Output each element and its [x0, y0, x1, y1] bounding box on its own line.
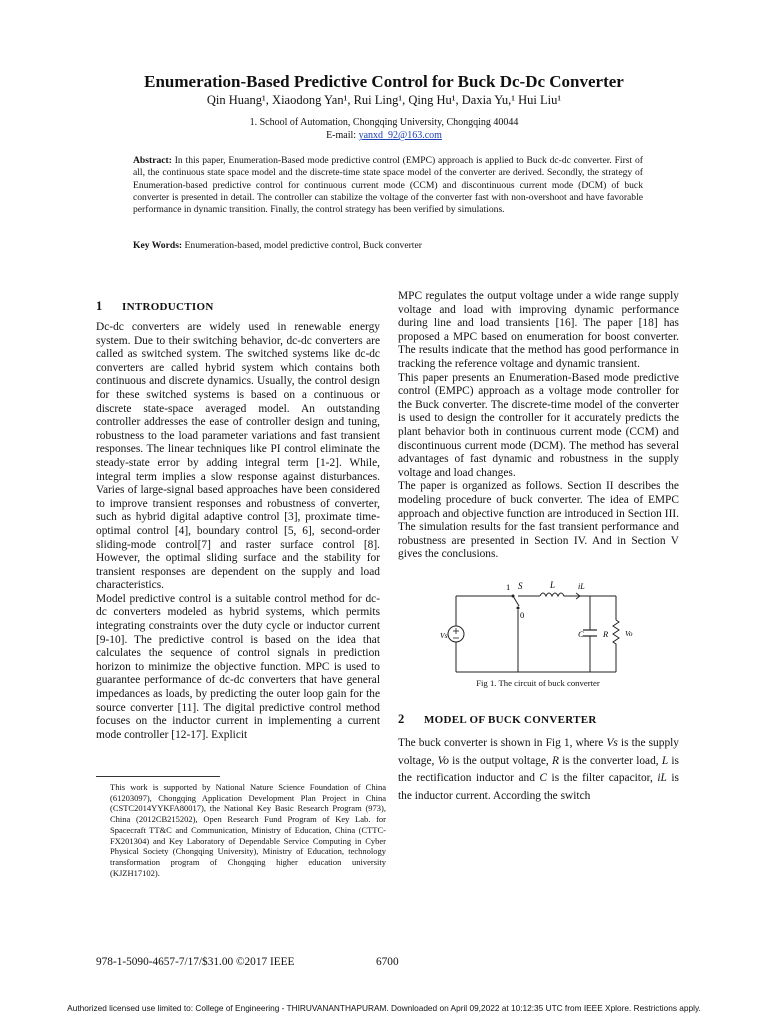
keywords-text: Enumeration-based, model predictive control, Buck converter	[184, 240, 422, 251]
text-run: is the supply voltage,	[398, 737, 680, 767]
abstract	[133, 155, 643, 216]
section-number: 1	[96, 299, 103, 313]
section-heading-model	[398, 711, 597, 728]
switch-label: S	[518, 581, 523, 591]
email-label: E-mail:	[326, 130, 359, 141]
symbol-il: iL	[657, 772, 667, 784]
capacitor-label: C	[578, 629, 584, 639]
abstract-label: Abstract:	[133, 155, 172, 166]
switch-terminal-0-label: 0	[520, 610, 525, 620]
resistor-label: R	[603, 629, 609, 639]
left-column	[96, 321, 380, 742]
buck-converter-circuit-diagram	[440, 580, 660, 676]
symbol-r: R	[551, 754, 559, 767]
keywords	[133, 240, 643, 252]
affiliation: 1. School of Automation, Chongqing University, Chongqing 40044	[249, 117, 519, 128]
resistor-icon	[613, 620, 619, 648]
author-list: Qin Huang¹, Xiaodong Yan¹, Rui Ling¹, Qing Hu¹, Daxia Yu,¹ Hui Liu¹	[206, 93, 562, 107]
inductor-icon	[540, 593, 566, 596]
output-voltage-label: Vo	[625, 629, 633, 638]
isbn-copyright: 978-1-5090-4657-7/17/$31.00 ©2017 IEEE	[96, 956, 295, 968]
figure-caption: Fig 1. The circuit of buck converter	[476, 678, 600, 688]
paragraph: Model predictive control is a suitable control method for dc-dc converters modeled as hybrid systems, which permits integrating constraints over the duty cycle or inductor current [9-10]. The predictive control is based on the idea that calculates the sequence of control signals in prediction horizon to minimize the objective function. MPC is used to guarantee performance of dc-dc converters that have general impedances as loads, by predicting the outer loop gain for the source converter [11]. The digital predictive control method focuses on the inductor current in implementing a current mode controller [12-17]. Explicit	[96, 592, 380, 741]
switch-terminal-1-label: 1	[506, 582, 511, 592]
paper-title: Enumeration-Based Predictive Control for Buck Dc-Dc Converter	[144, 72, 624, 91]
model-paragraph	[398, 735, 679, 805]
paragraph: Dc-dc converters are widely used in renewable energy system. Due to their switching behavior, dc-dc converters are called as switched system. The switched systems like dc-dc converters are called hybrid system which contains both continuous and discrete dynamics. Usually, the control design for these switched systems is based on a continuous or discrete state-space averaged model. An outstanding controller addresses the ease of controller design and tuning, robustness to the load parameter variations and fast transient responses. The linear techniques like PI control eliminate the steady-state error by adding integral term [1-2]. While, integral term implies a slow response against disturbances. Varies of large-signal based approaches have been considered to improve transient responses and robustness of converter, such as hybrid digital adaptive control [3], proximate time-optimal control [4], boundary control [5, 6], second-order sliding-mode control[7] and raster surface control [8]. However, the optimal sliding surface and the stability for transient responses are dependent on the supply and load characteristics.	[96, 321, 380, 592]
page-number: 6700	[376, 956, 399, 968]
section-number: 2	[398, 712, 405, 726]
text-run: The buck converter is shown in Fig 1, where	[398, 737, 607, 749]
symbol-vs: Vs	[606, 737, 618, 749]
abstract-text: In this paper, Enumeration-Based mode predictive control (EMPC) approach is applied to Buck dc-dc converter. First of all, the continuous state space model and the discrete-time state space model of the converter are derived. Secondly, the strategy of Enumeration-based predictive control for continuous current mode (CCM) and discontinuous current mode (DCM) of buck converter is presented in detail. The controller can stabilize the voltage of the converter fast with non-overshoot and have favorable performance in dynamic transition. Finally, the control strategy has been verified by simulations.	[133, 155, 643, 216]
paragraph: The paper is organized as follows. Section II describes the modeling procedure of buck converter. The idea of EMPC approach and objective function are introduced in Section III. The simulation results for the fast transient performance and robustness are presented in Section IV. And in Section V gives the conclusions.	[398, 480, 679, 561]
email-line	[0, 129, 768, 142]
symbol-c: C	[539, 772, 548, 784]
section-title: INTRODUCTION	[122, 301, 214, 313]
text-run: is the filter capacitor,	[547, 772, 658, 784]
keywords-label: Key Words:	[133, 240, 183, 251]
footnote-rule	[96, 776, 220, 777]
paragraph: MPC regulates the output voltage under a wide range supply voltage and load with improving dynamic performance during line and load transients [16]. The paper [18] has proposed a MPC based on enumeration for boost converter. The results indicate that the method has good performance in tracking the reference voltage and dynamic transient.	[398, 290, 679, 370]
inductor-current-label: iL	[578, 582, 585, 591]
text-run: is the inductor current. According the switch	[398, 772, 679, 802]
paragraph: This paper presents an Enumeration-Based mode predictive control (EMPC) approach as a voltage mode controller for the Buck converter. The discrete-time model of the converter is used to design the controller for it accurately predicts the plant behavior both in continuous current mode (CCM) and discontinuous current mode (DCM). The method has several advantages of fast dynamic and robustness in the supply voltage and load changes.	[398, 371, 679, 479]
text-run: is the converter load,	[558, 754, 662, 767]
section-heading-introduction	[96, 298, 214, 315]
capacitor-icon	[583, 630, 597, 636]
supply-voltage-label: Vs	[440, 631, 448, 640]
symbol-vo: Vo	[437, 754, 449, 767]
inductor-label: L	[550, 580, 556, 590]
email-link[interactable]: yanxd_92@163.com	[358, 130, 442, 141]
text-run: is the output voltage,	[448, 754, 552, 767]
license-notice: Authorized licensed use limited to: College of Engineering - THIRUVANANTHAPURAM. Downloaded on April 09,2022 at 10:12:35 UTC from IEEE Xplore. Restrictions apply.	[67, 1003, 701, 1013]
right-column	[398, 290, 679, 562]
symbol-l: L	[661, 754, 669, 767]
text-run: is the rectification inductor and	[398, 754, 679, 784]
footnote: This work is supported by National Nature Science Foundation of China (61203097), Chongqing Application Development Plan Project in China (CSTC2014YYKFA80017), the National Key Basic Research Program (973), China (2012CB215202), Open Research Fund Program of Key Lab. for Spacecraft TT&C and Communication, Ministry of Education, China (CTTC-FX201304) and Key Laboratory of Dependable Service Computing in Cyber Physical Society (Chongqing University), Ministry of Education, technology transformation program of Chongqing higher education university (KJZH17102).	[110, 782, 386, 878]
section-title: MODEL OF BUCK CONVERTER	[424, 714, 597, 726]
